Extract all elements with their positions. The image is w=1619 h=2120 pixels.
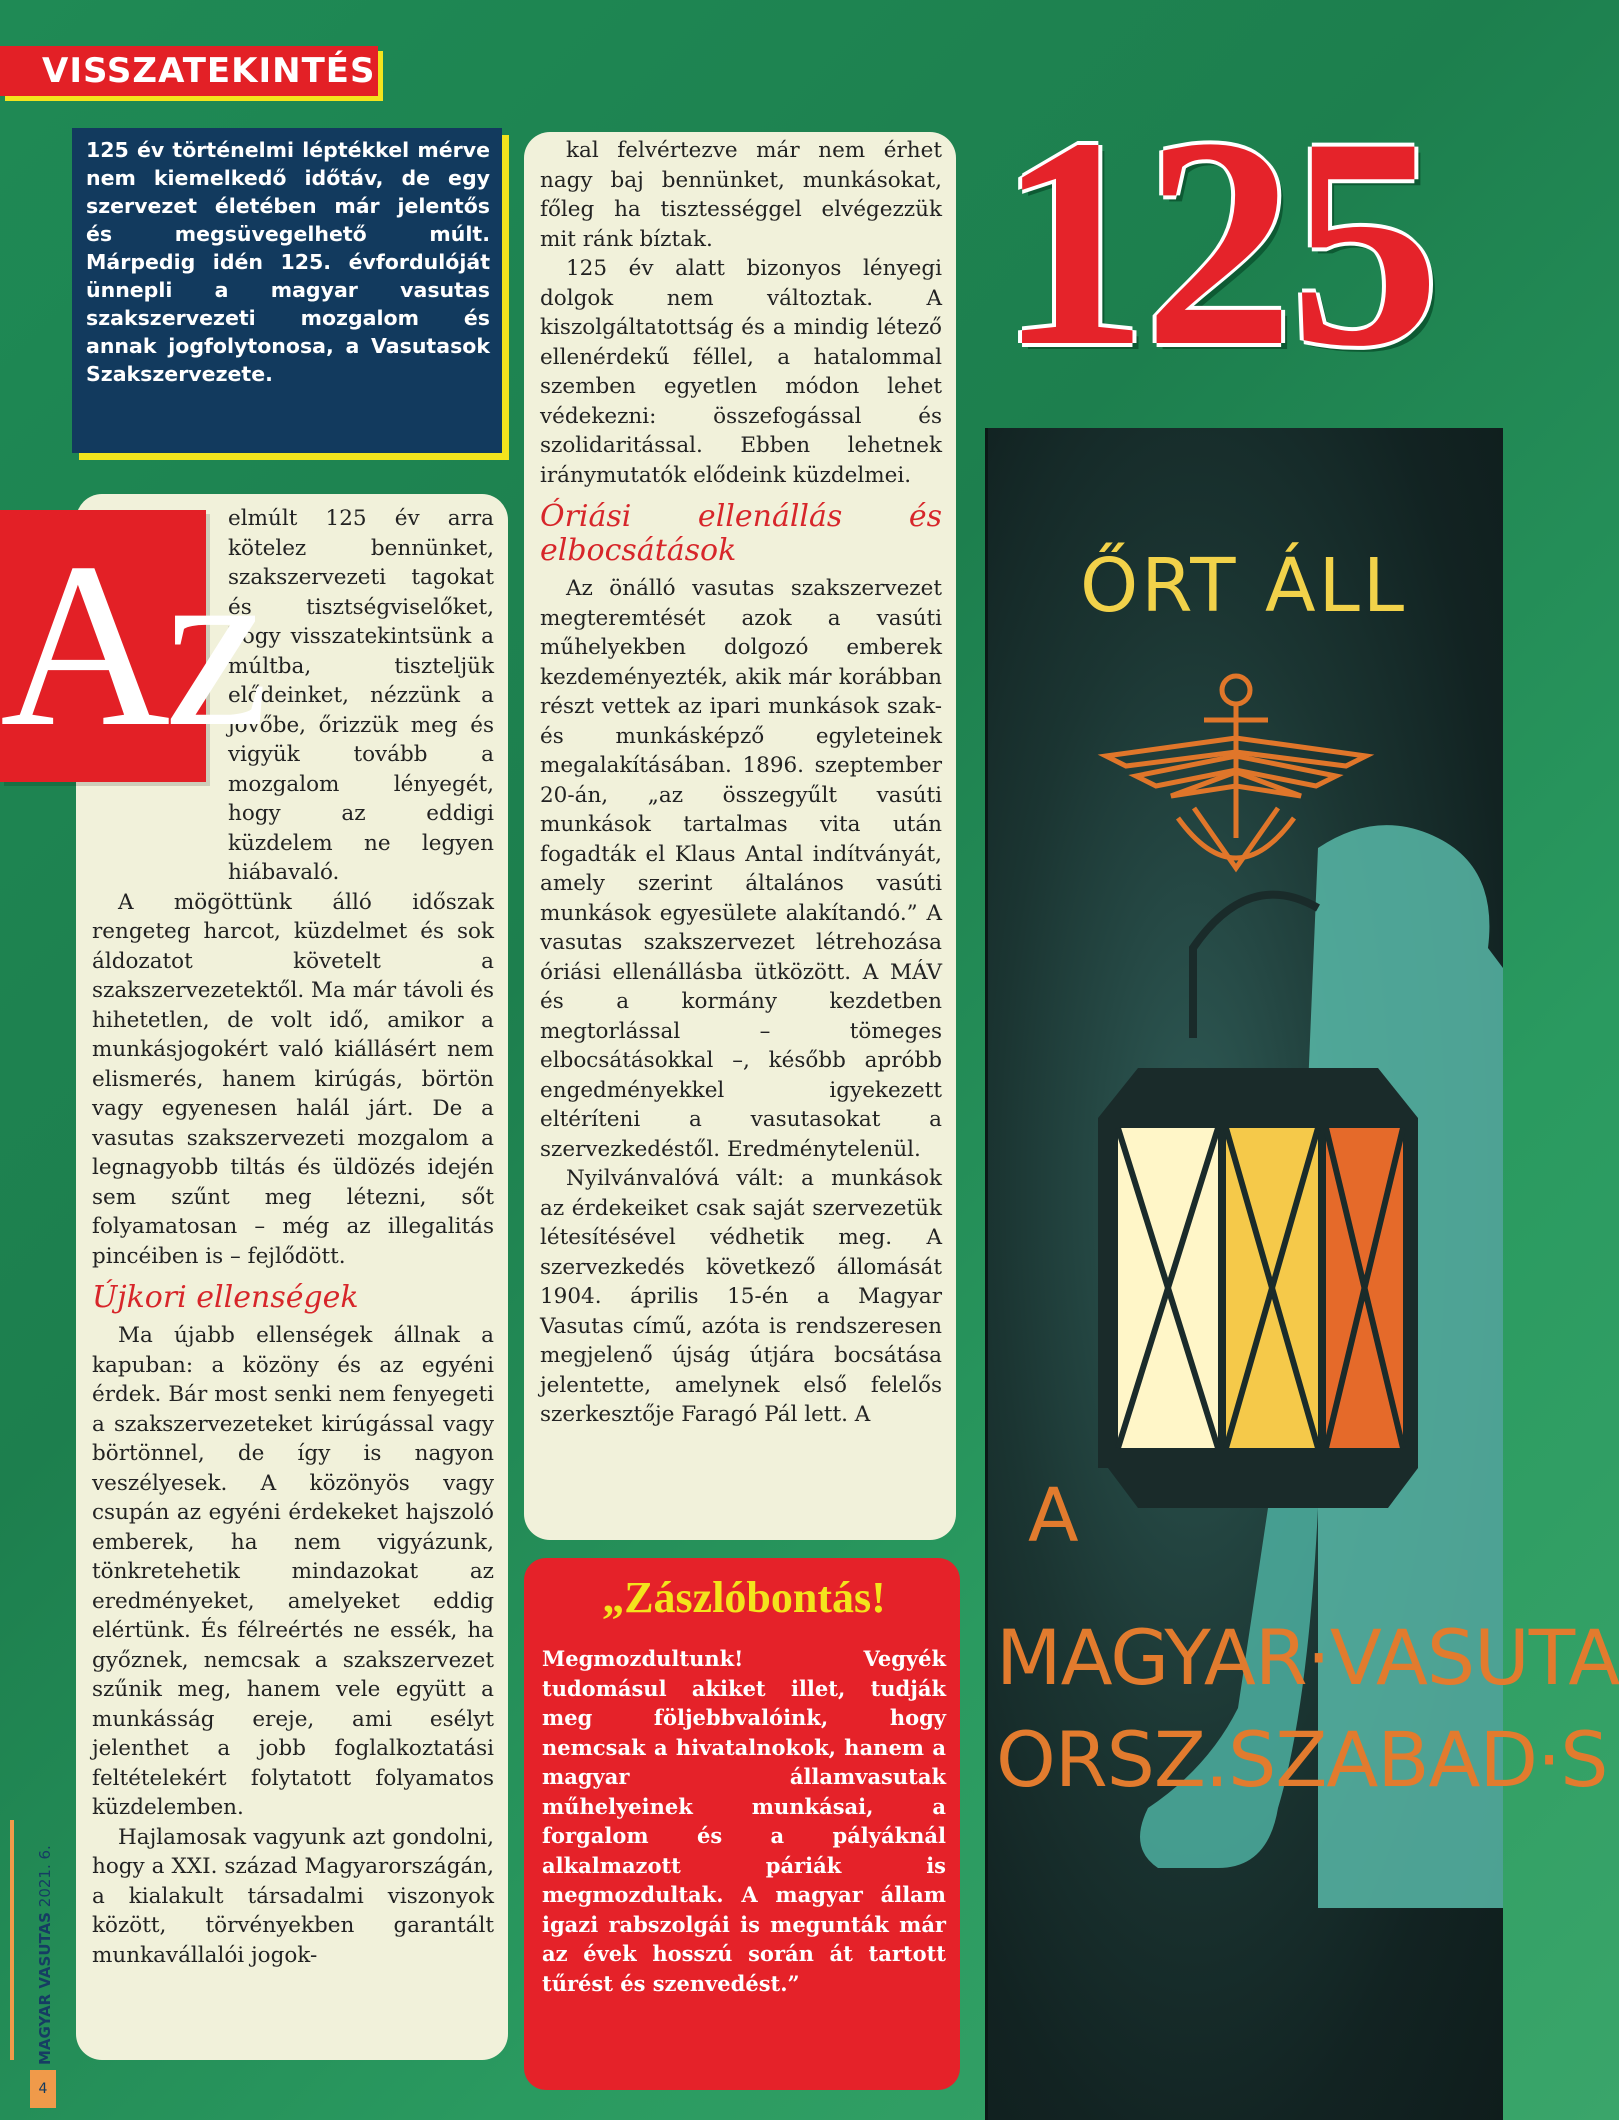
section-heading: Újkori ellenségek — [92, 1280, 359, 1315]
page-number: 4 — [30, 2070, 56, 2108]
footer-ornament — [10, 1820, 14, 2060]
callout-text: Megmozdultunk! Vegyék tudomásul akiket illet, tudják meg följebbvalóink, hogy nemcsak a hivatalnokok, hanem a magyar államvasutak műhelyeinek munkásai, a forgalom és a pályáknál alkalmazott páriák is megmozdultak. A magyar állam igazi rabszolgái is megunták már az évek hosszú során át tartott tűrést és szenvedést.” — [542, 1646, 946, 1996]
poster-title: ŐRT ÁLL — [1080, 543, 1408, 629]
poster-line-1: MAGYAR·VASUTA — [996, 1613, 1619, 1702]
article-paragraph: Nyilvánvalóvá vált: a munkások az érdekeiket csak saját szervezetük létesítésével védhetik meg. A szervezkedés következő állomását 1904. április 15-én a Magyar Vasutas című, azóta is rendszeresen megjelenő újság útjára bocsátása jelentette, amelynek első felelős szerkesztője Faragó Pál lett. A — [540, 1166, 942, 1427]
page-title: 125 — [998, 76, 1436, 408]
footer-magazine-info — [36, 1815, 56, 2065]
article-paragraph: Az önálló vasutas szakszervezet megteremtését azok a vasúti műhelyekben dolgozó emberek kezdeményezték, akik már korábban részt vettek az ipari munkások szak- és munkásképző egyleteinek megalakításában. 1896. szeptember 20-án, „az összegyűlt vasúti munkások tartalmas vita után fogadták el Klaus Antal indítványát, amely szerint általános vasúti munkások egyesülete alakítandó.” A vasutas szakszervezet létrehozása óriási ellenállásba ütközött. A MÁV és a kormány kezdetben megtorlással – tömeges elbocsátásokkal –, később apróbb engedményekkel igyekezett eltéríteni a vasutasokat a szervezkedéstől. Eredménytelenül. — [540, 576, 942, 1162]
article-paragraph: Hajlamosak vagyunk azt gondolni, hogy a XXI. század Magyarországán, a kialakult társadalmi viszonyok között, törvényekben garantált munkavállalói jogok- — [92, 1824, 494, 1968]
article-column-middle — [524, 132, 956, 1540]
section-label: VISSZATEKINTÉS — [0, 46, 378, 96]
article-paragraph: A mögöttünk álló időszak rengeteg harcot, küzdelmet és sok áldozatot követelt a szakszervezetektől. Ma már távoli és hihetetlen, de volt idő, amikor a munkásjogokért való kiállásért nem elismerés, hanem kirúgás, börtön vagy egyenesen halál járt. De a vasutas szakszervezeti mozgalom a legnagyobb tiltás és üldözés idején sem szűnt meg létezni, sőt folyamatosan – még az illegalitás pincéiben is – fejlődött. — [92, 889, 494, 1269]
poster-line-2: ORSZ.SZABAD·S — [996, 1715, 1608, 1804]
quote-callout — [524, 1558, 960, 2090]
poster-letter-a: A — [1028, 1473, 1079, 1559]
article-paragraph: 125 év alatt bizonyos lényegi dolgok nem változtak. A kiszolgáltatottság és a mindig létező ellenérdekű féllel, a hatalommal szemben egyetlen módon lehet védekezni: összefogással és szolidaritással. Ebben lehetnek iránymutatók elődeink küzdelmei. — [540, 256, 942, 488]
intro-box: 125 év történelmi léptékkel mérve nem kiemelkedő időtáv, de egy szervezet életében már jelentős és megsüvegelhető múlt. Márpedig idén 125. évfordulóját ünnepli a magyar vasutas szakszervezeti mozgalom és annak jogfolytonosa, a Vasutasok Szakszervezete. — [72, 128, 502, 453]
footer-magazine-name: MAGYAR VASUTAS — [36, 1912, 54, 2065]
article-paragraph: kal felvértezve már nem érhet nagy baj bennünket, munkásokat, főleg ha tisztességgel elvégezzük mit ránk bíztak. — [540, 138, 942, 252]
historic-poster — [985, 428, 1619, 2120]
lead-paragraph: elmúlt 125 év arra kötelez bennünket, szakszervezeti tagokat és tisztségviselőket, hogy visszatekintsünk a múltba, tiszteljük elődeinket, nézzünk a jövőbe, őrizzük meg és vigyük tovább a mozgalom lényegét, hogy az eddigi küzdelem ne legyen hiábavaló. — [228, 506, 494, 885]
callout-title: „Zászlóbontás! — [602, 1573, 886, 1622]
drop-cap: Az — [0, 510, 206, 782]
footer-issue: 2021. 6. — [36, 1845, 54, 1908]
article-paragraph: Ma újabb ellenségek állnak a kapuban: a közöny és az egyéni érdek. Bár most senki nem fenyegeti a szakszervezeteket kirúgással vagy börtönnel, de így is nagyon veszélyesek. A közönyös vagy csupán az egyéni érdekeket hajszoló emberek, ha nem vigyázunk, tönkretehetik mindazokat az eredményeket, amelyeket eddig elértünk. És félreértés ne essék, ha győznek, nemcsak a szakszervezet szűnik meg, hanem vele együtt a munkásság ereje, ami esélyt jelenthet a jobb foglalkoztatási feltételekért folytatott folyamatos küzdelemben. — [92, 1323, 494, 1820]
section-heading: Óriási ellenállás és elbocsátások — [540, 499, 942, 568]
footer-magazine-name-issue — [36, 1815, 54, 2065]
